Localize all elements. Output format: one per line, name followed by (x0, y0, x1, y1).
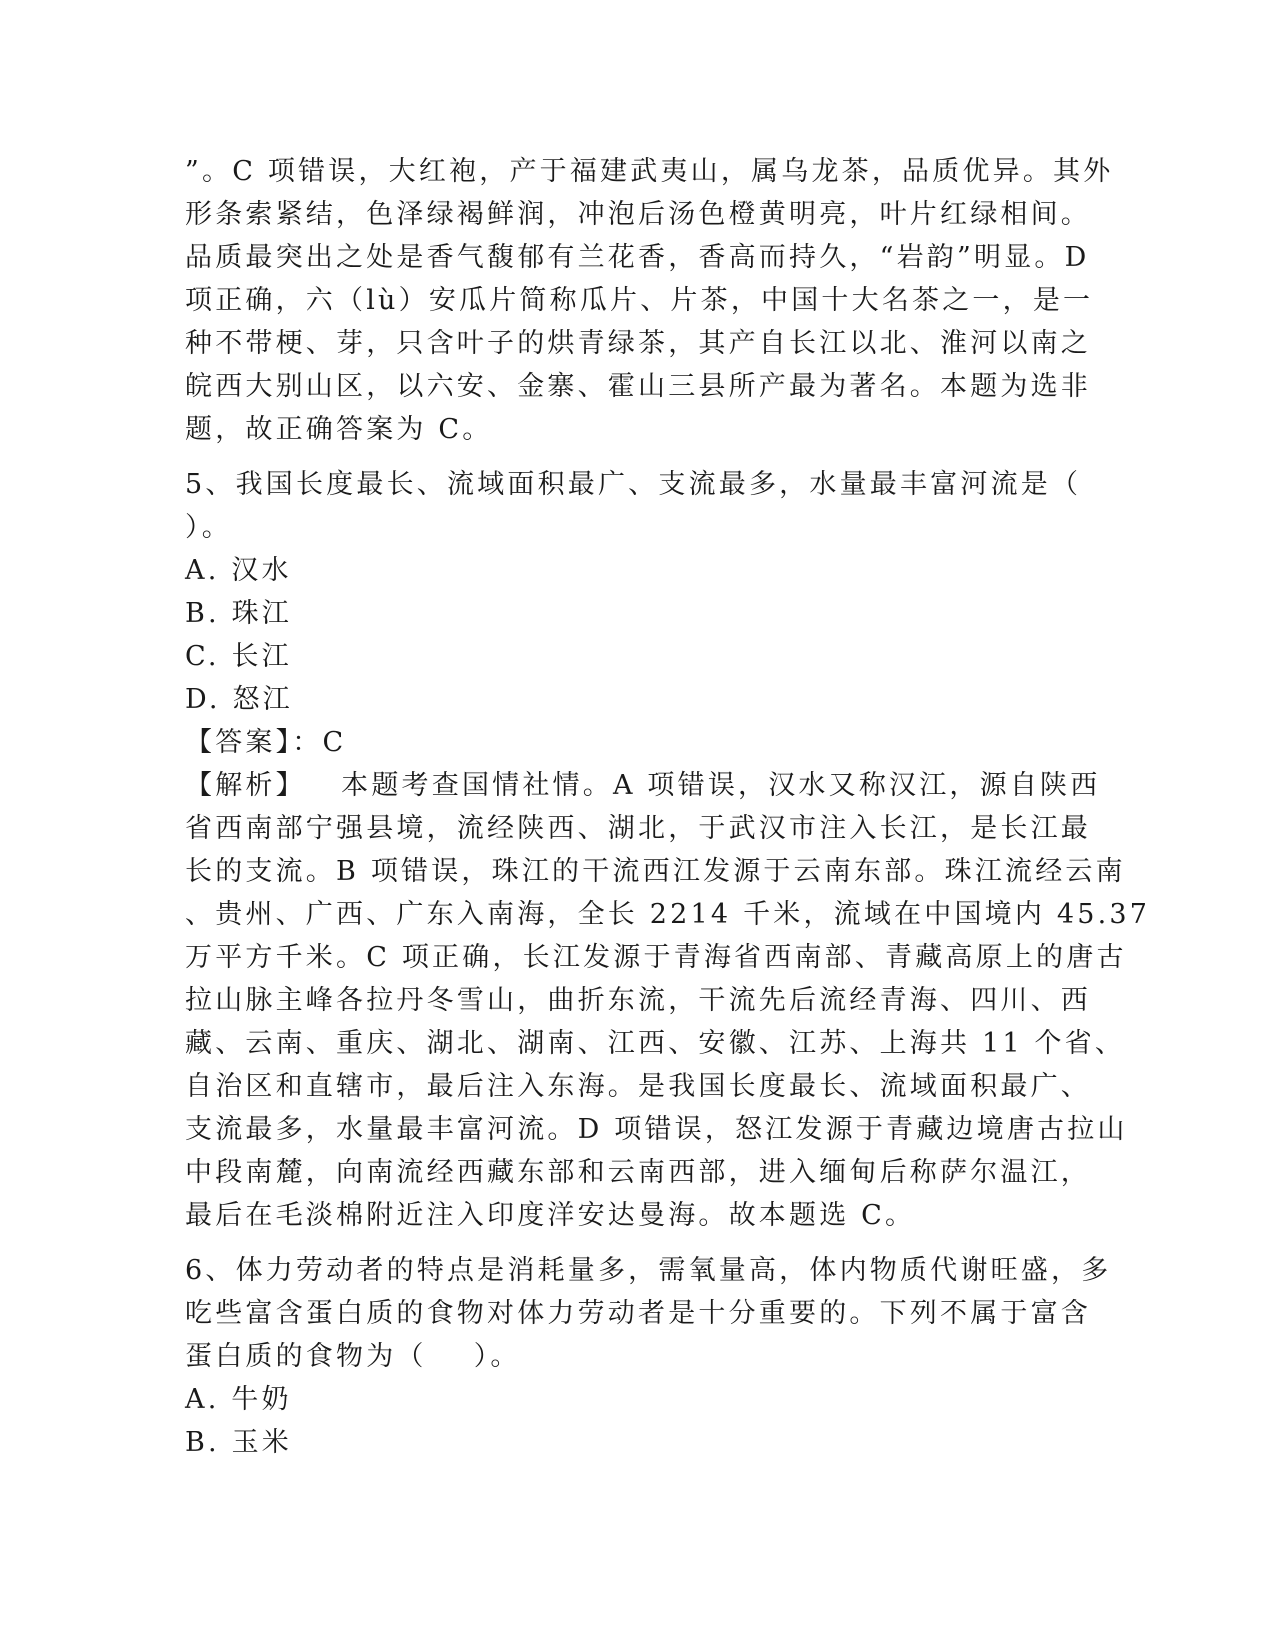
explanation-line: 藏、云南、重庆、湖北、湖南、江西、安徽、江苏、上海共 11 个省、 (185, 1028, 1126, 1059)
explanation-line: 皖西大别山区，以六安、金寨、霍山三县所产最为著名。本题为选非 (185, 371, 1091, 402)
explanation-line: 种不带梗、芽，只含叶子的烘青绿茶，其产自长江以北、淮河以南之 (185, 328, 1091, 359)
explanation-line: 形条索紧结，色泽绿褐鲜润，冲泡后汤色橙黄明亮，叶片红绿相间。 (185, 199, 1091, 230)
explanation-line: 最后在毛淡棉附近注入印度洋安达曼海。故本题选 C。 (185, 1200, 916, 1231)
question-stem: 5、我国长度最长、流域面积最广、支流最多，水量最丰富河流是（ (185, 469, 1082, 500)
option-c: C. 长江 (185, 641, 292, 672)
explanation-line: 题，故正确答案为 C。 (185, 414, 493, 445)
option-d: D. 怒江 (185, 684, 293, 715)
explanation-line: 支流最多，水量最丰富河流。D 项错误，怒江发源于青藏边境唐古拉山 (185, 1114, 1128, 1145)
option-b: B. 珠江 (185, 598, 293, 629)
question-stem: 吃些富含蛋白质的食物对体力劳动者是十分重要的。下列不属于富含 (185, 1298, 1091, 1329)
explanation-line: 拉山脉主峰各拉丹冬雪山，曲折东流，干流先后流经青海、四川、西 (185, 985, 1091, 1016)
question-stem: ）。 (185, 512, 232, 543)
document-page (185, 150, 1151, 1464)
explanation-line: 项正确，六（lù）安瓜片简称瓜片、片茶，中国十大名茶之一，是一 (185, 285, 1094, 316)
explanation-line: 省西南部宁强县境，流经陕西、湖北，于武汉市注入长江，是长江最 (185, 813, 1091, 844)
prev-explanation (185, 150, 1114, 451)
option-b: B. 玉米 (185, 1427, 293, 1458)
question-5 (185, 463, 1151, 1237)
explanation-line: 中段南麓，向南流经西藏东部和云南西部，进入缅甸后称萨尔温江， (185, 1157, 1091, 1188)
option-a: A. 牛奶 (185, 1384, 292, 1415)
explanation-line: 、贵州、广西、广东入南海，全长 2214 千米，流域在中国境内 45.37 (185, 899, 1151, 930)
option-a: A. 汉水 (185, 555, 292, 586)
question-6 (185, 1249, 1112, 1464)
explanation-line: 品质最突出之处是香气馥郁有兰花香，香高而持久，“岩韵”明显。D (185, 242, 1090, 273)
answer-line: 【答案】：C (185, 727, 347, 758)
question-stem: 6、体力劳动者的特点是消耗量多，需氧量高，体内物质代谢旺盛，多 (185, 1255, 1112, 1286)
explanation-line: ”。C 项错误，大红袍，产于福建武夷山，属乌龙茶，品质优异。其外 (185, 156, 1114, 187)
explanation-line: 万平方千米。C 项正确，长江发源于青海省西南部、青藏高原上的唐古 (185, 942, 1127, 973)
explanation-line: 自治区和直辖市，最后注入东海。是我国长度最长、流域面积最广、 (185, 1071, 1091, 1102)
explanation-line: 长的支流。B 项错误，珠江的干流西江发源于云南东部。珠江流经云南 (185, 856, 1126, 887)
explanation-line: 【解析】 本题考查国情社情。A 项错误，汉水又称汉江，源自陕西 (185, 770, 1101, 801)
question-stem: 蛋白质的食物为（ ）。 (185, 1341, 521, 1372)
